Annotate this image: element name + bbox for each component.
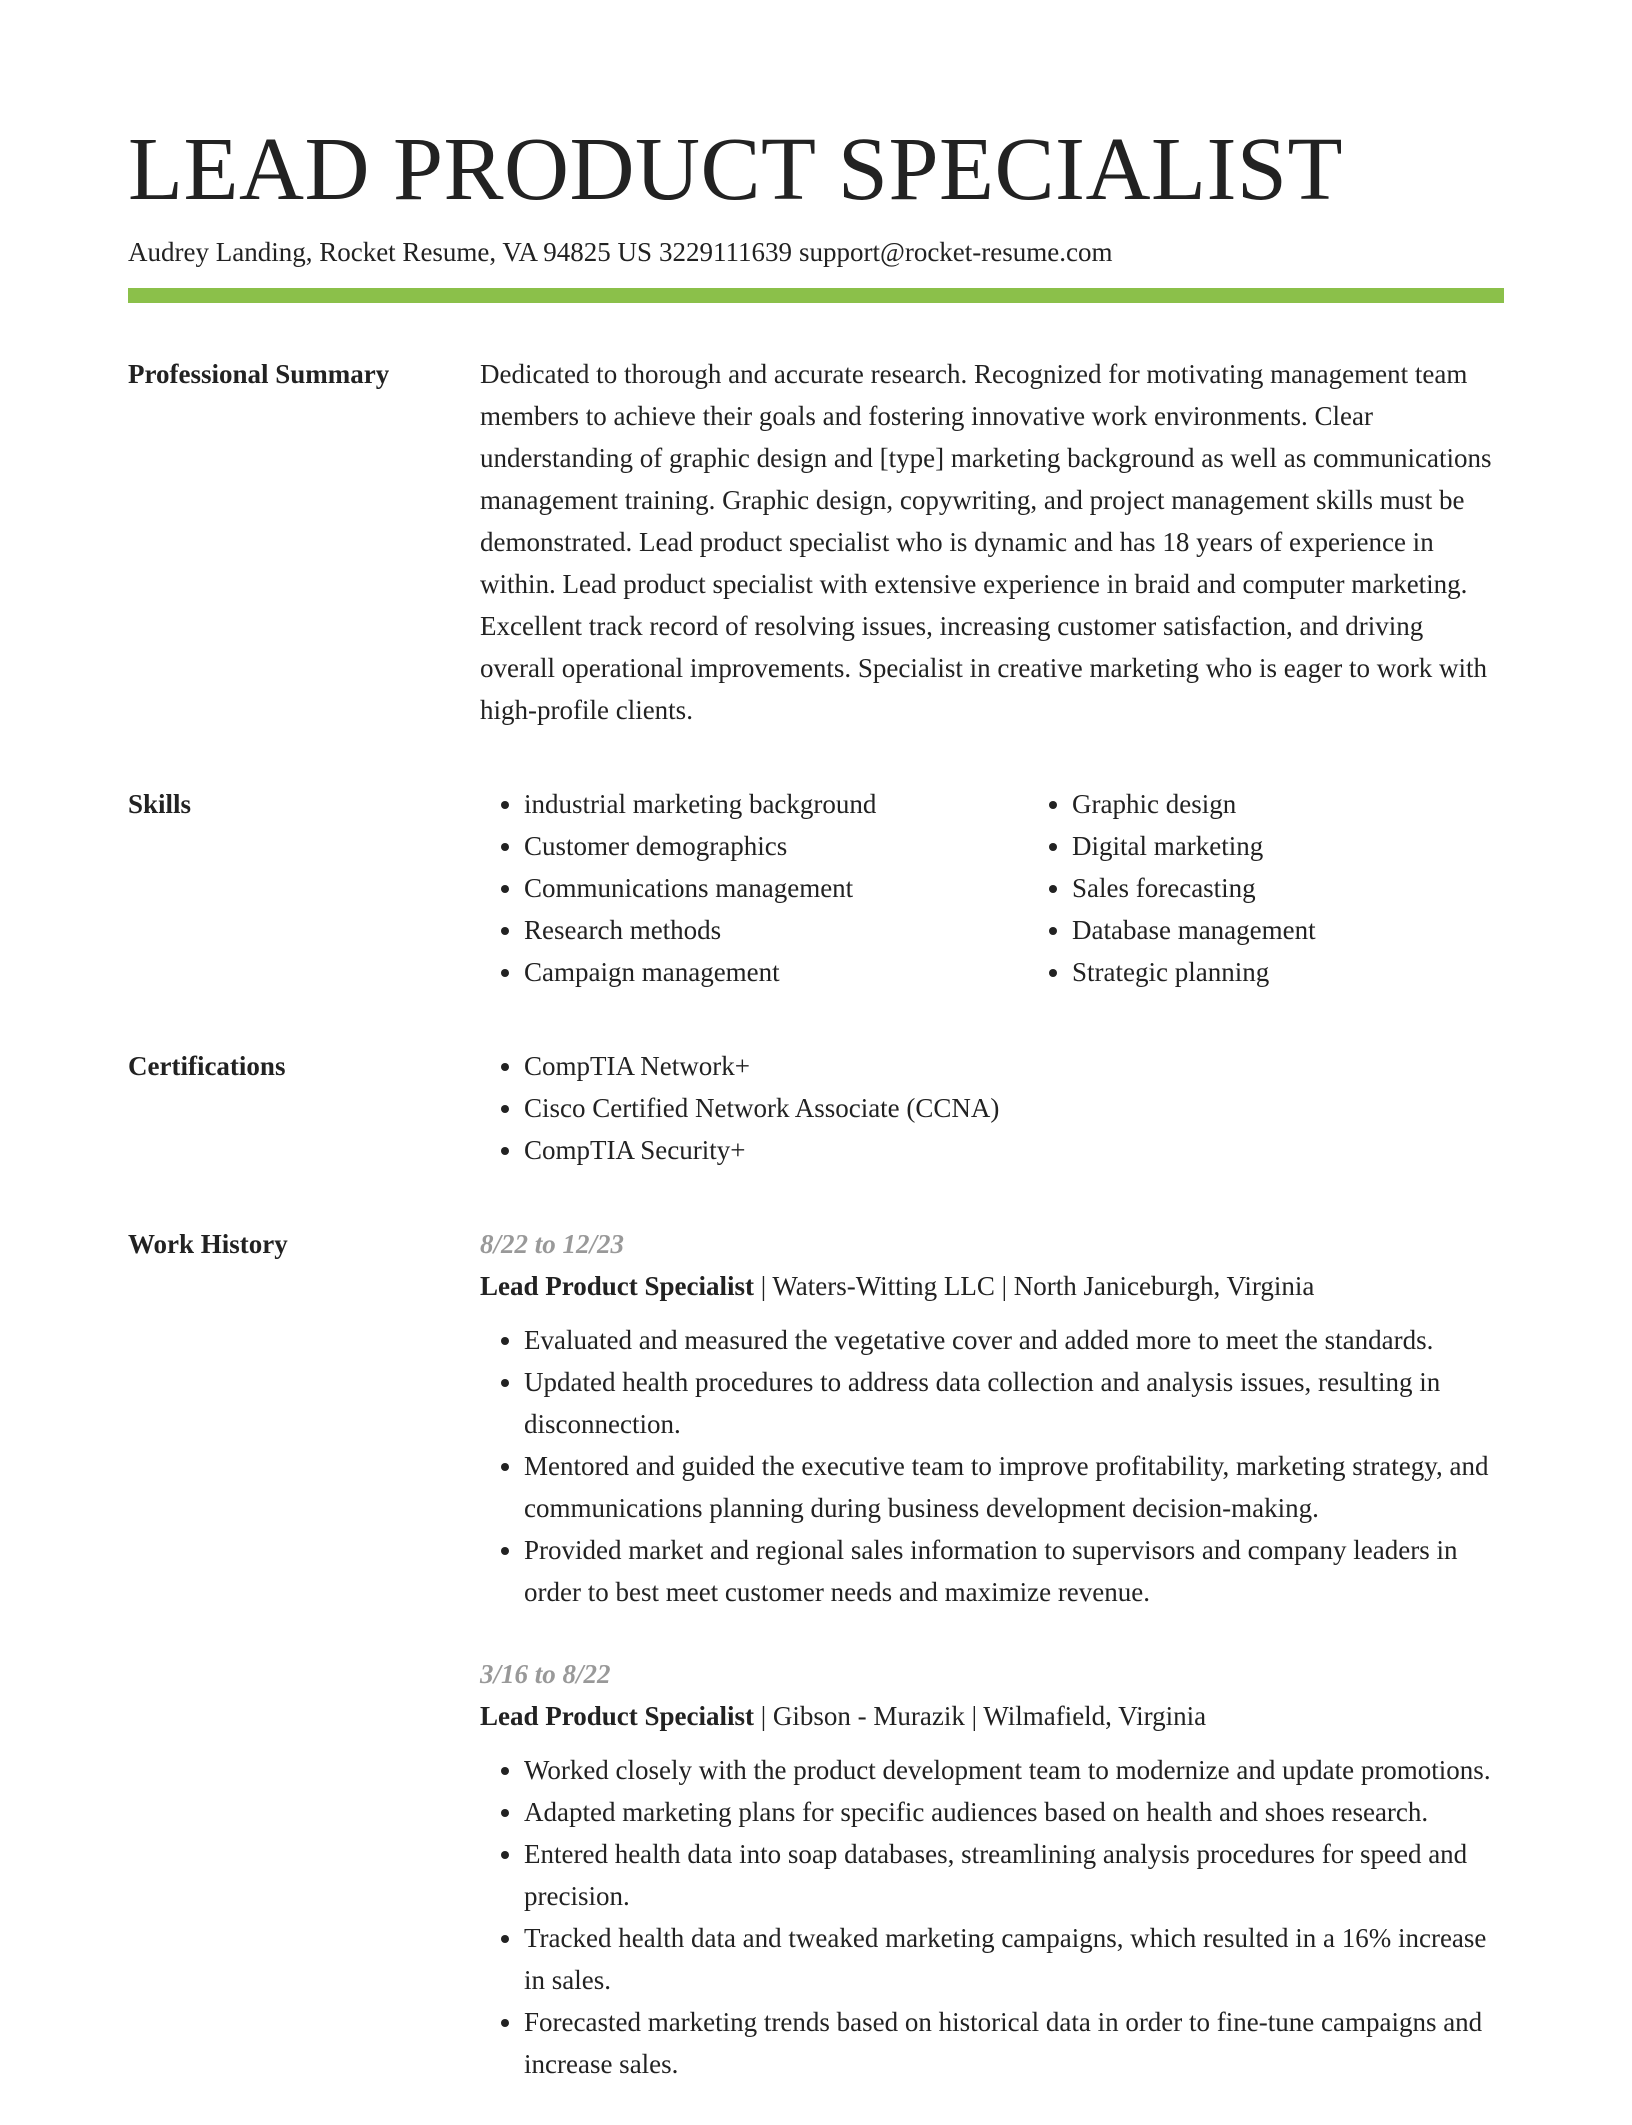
skill-item: • Sales forecasting	[1072, 867, 1316, 909]
job-company-location: | Waters-Witting LLC | North Janiceburgh, Virginia	[754, 1271, 1315, 1301]
skill-item: • industrial marketing background	[524, 783, 1028, 825]
skill-item: • Research methods	[524, 909, 1028, 951]
certification-item: • CompTIA Security+	[524, 1129, 1504, 1171]
job-bullet: • Adapted marketing plans for specific audiences based on health and shoes research.	[524, 1791, 1504, 1833]
contact-address: Audrey Landing, Rocket Resume, VA 94825 US	[128, 237, 652, 267]
contact-line	[128, 234, 1504, 270]
job-entry	[480, 1223, 1504, 1613]
resume-page	[128, 118, 1504, 2125]
certifications-section	[128, 1045, 1504, 1171]
skill-item: • Campaign management	[524, 951, 1028, 993]
skill-item: • Strategic planning	[1072, 951, 1316, 993]
job-bullet: • Forecasted marketing trends based on historical data in order to fine-tune campaigns and increase sales.	[524, 2001, 1504, 2085]
job-title: Lead Product Specialist	[480, 1271, 755, 1301]
job-dates: 8/22 to 12/23	[480, 1229, 625, 1259]
job-bullet: • Tracked health data and tweaked marketing campaigns, which resulted in a 16% increase in sales.	[524, 1917, 1504, 2001]
skill-item: • Customer demographics	[524, 825, 1028, 867]
job-company-location: | Gibson - Murazik | Wilmafield, Virginia	[754, 1701, 1207, 1731]
skills-section	[128, 783, 1504, 993]
skill-item: • Database management	[1072, 909, 1316, 951]
contact-email: support@rocket-resume.com	[798, 237, 1113, 267]
skills-heading: Skills	[128, 789, 192, 819]
job-bullet: • Provided market and regional sales information to supervisors and company leaders in order to best meet customer needs and maximize revenue.	[524, 1529, 1504, 1613]
job-dates: 3/16 to 8/22	[480, 1659, 611, 1689]
job-bullet: • Evaluated and measured the vegetative cover and added more to meet the standards.	[524, 1319, 1504, 1361]
certification-item: • CompTIA Network+	[524, 1045, 1504, 1087]
job-entry	[480, 1653, 1504, 2085]
skills-list-left	[480, 783, 1028, 993]
work-history-heading: Work History	[128, 1229, 288, 1259]
summary-heading: Professional Summary	[128, 359, 390, 389]
header-divider	[128, 288, 1504, 303]
work-history-section	[128, 1223, 1504, 2125]
job-bullet: • Entered health data into soap databases, streamlining analysis procedures for speed and precision.	[524, 1833, 1504, 1917]
job-title: Lead Product Specialist	[480, 1701, 755, 1731]
job-bullets	[480, 1749, 1504, 2085]
certification-item: • Cisco Certified Network Associate (CCNA)	[524, 1087, 1504, 1129]
skill-item: • Graphic design	[1072, 783, 1316, 825]
job-header	[480, 1695, 1504, 1737]
job-bullets	[480, 1319, 1504, 1613]
summary-section	[128, 353, 1504, 731]
resume-title: LEAD PRODUCT SPECIALIST	[128, 120, 1343, 219]
job-bullet: • Mentored and guided the executive team to improve profitability, marketing strategy, and communications planning during business development decision-making.	[524, 1445, 1504, 1529]
job-bullet: • Updated health procedures to address data collection and analysis issues, resulting in disconnection.	[524, 1361, 1504, 1445]
contact-phone: 3229111639	[658, 237, 792, 267]
skills-list-right	[1028, 783, 1316, 993]
skill-item: • Digital marketing	[1072, 825, 1316, 867]
certifications-list	[480, 1045, 1504, 1171]
job-header	[480, 1265, 1504, 1307]
skill-item: • Communications management	[524, 867, 1028, 909]
summary-text: Dedicated to thorough and accurate research. Recognized for motivating management team members to achieve their goals and fostering innovative work environments. Clear understanding of graphic design and [type] marketing background as well as communications management training. Graphic design, copywriting, and project management skills must be demonstrated. Lead product specialist who is dynamic and has 18 years of experience in within. Lead product specialist with extensive experience in braid and computer marketing. Excellent track record of resolving issues, increasing customer satisfaction, and driving overall operational improvements. Specialist in creative marketing who is eager to work with high-profile clients.	[480, 359, 1492, 725]
job-bullet: • Worked closely with the product development team to modernize and update promotions.	[524, 1749, 1504, 1791]
certifications-heading: Certifications	[128, 1051, 286, 1081]
